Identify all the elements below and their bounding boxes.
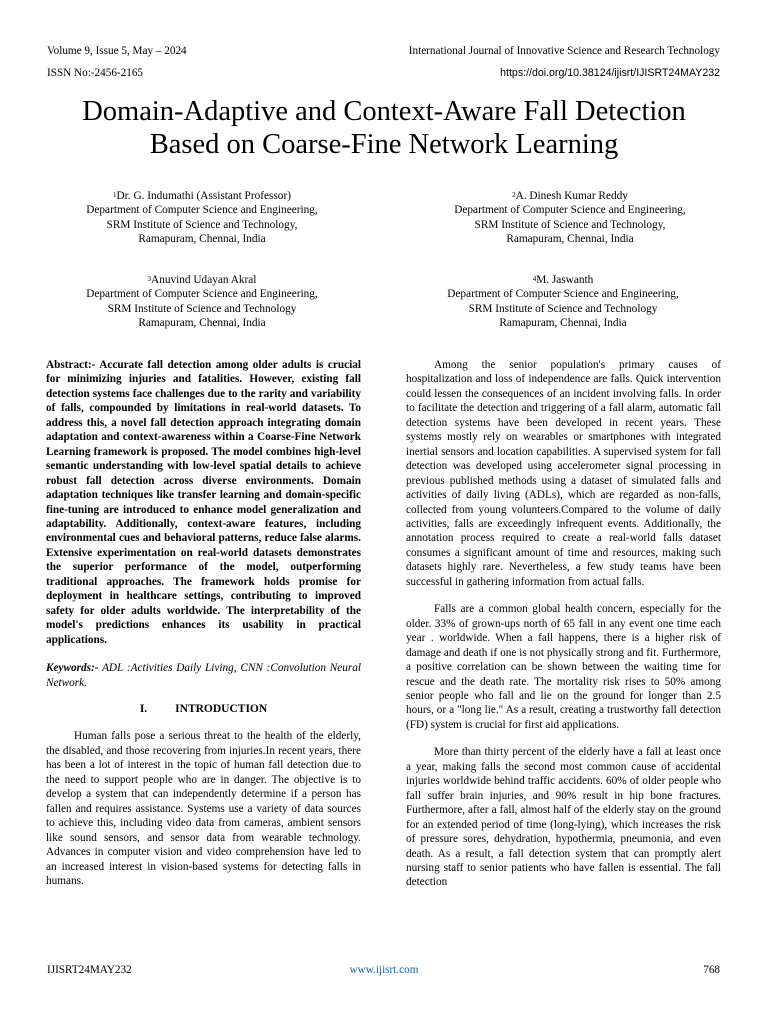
author-location: Ramapuram, Chennai, India <box>138 316 266 329</box>
keywords-label: Keywords:- <box>46 662 99 675</box>
journal-name: International Journal of Innovative Science and Research Technology <box>408 45 720 57</box>
author-location: Ramapuram, Chennai, India <box>506 232 634 245</box>
author-dept: Department of Computer Science and Engineering, <box>86 204 318 217</box>
author-name: M. Jaswanth <box>536 274 594 286</box>
author-location: Ramapuram, Chennai, India <box>499 316 627 329</box>
intro-paragraph-1: Human falls pose a serious threat to the health of the elderly, the disabled, and those recovering from injuries.In recent years, there has been a lot of interest in the topic of human fall detection due to the need to support people who are in danger. The objective is to develop a system that can independently determine if a person has fallen and requires assistance. Systems use a variety of data sources to achieve this, including video data from cameras, ambient sensors like sound sensors, and sensor data from wearable technology. Advances in computer vision and video comprehension have led to an increased interest in vision-based systems for detecting falls in humans. <box>46 730 361 887</box>
paper-title-line1: Domain-Adaptive and Context-Aware Fall Detection <box>82 96 686 127</box>
author-name: Dr. G. Indumathi (Assistant Professor) <box>116 190 291 202</box>
author-block-3 <box>52 273 352 330</box>
author-institution: SRM Institute of Science and Technology, <box>474 218 666 231</box>
author-sup: 2 <box>512 191 516 199</box>
author-institution: SRM Institute of Science and Technology <box>468 302 658 315</box>
author-name: A. Dinesh Kumar Reddy <box>515 190 628 202</box>
issn: ISSN No:-2456-2165 <box>47 67 144 79</box>
footer-website-link[interactable]: www.ijisrt.com <box>349 964 419 976</box>
section-heading-introduction <box>46 702 361 716</box>
section-title: INTRODUCTION <box>175 702 268 715</box>
author-sup: 4 <box>532 275 537 283</box>
volume-info: Volume 9, Issue 5, May – 2024 <box>47 45 187 57</box>
footer-paper-id: IJISRT24MAY232 <box>47 964 132 976</box>
section-number: I. <box>139 702 148 715</box>
paper-title-line2: Based on Coarse-Fine Network Learning <box>149 129 619 160</box>
author-dept: Department of Computer Science and Engineering, <box>447 288 679 301</box>
author-sup: 1 <box>113 191 117 199</box>
author-dept: Department of Computer Science and Engineering, <box>454 204 686 217</box>
paper-title <box>20 95 748 161</box>
abstract: Abstract:- Accurate fall detection among older adults is crucial for minimizing injuries and fatalities. However, existing fall detection systems face challenges due to the rarity and variability of falls, compounded by limitations in real-world datasets. To address this, a novel fall detection approach integrating domain adaptation and context-awareness within a Coarse-Fine Network Learning framework is proposed. The model combines high-level semantic understanding with low-level spatial details to achieve robust fall detection across diverse environments. Domain adaptation techniques like transfer learning and domain-specific fine-tuning are introduced to enhance model generalization and adaptability. Additionally, context-aware features, including environmental cues and behavioral patterns, reduce false alarms. Extensive experimentation on real-world datasets demonstrates the superior performance of the model, outperforming traditional approaches. The framework holds promise for deployment in healthcare settings, contributing to improved safety for older adults worldwide. The interpretability of the model's predictions enhances its usability in practical applications. <box>46 359 361 646</box>
keywords <box>46 661 361 690</box>
keywords-text: ADL :Activities Daily Living, CNN :Convolution Neural Network. <box>46 662 361 689</box>
author-location: Ramapuram, Chennai, India <box>138 232 266 245</box>
author-dept: Department of Computer Science and Engineering, <box>86 288 318 301</box>
author-block-4 <box>413 273 713 330</box>
right-paragraph-3: More than thirty percent of the elderly have a fall at least once a year, making falls the second most common cause of accidental injuries worldwide behind traffic accidents. 60% of older people who fall suffer brain injuries, and 90% result in hip bone fractures. Furthermore, after a fall, almost half of the elderly stay on the ground for an extended period of time (long-lying), which increases the risk of pressure sores, dehydration, hypothermia, pneumonia, and even death. As a result, a fall detection system that can promptly alert nursing staff to senior patients who have fallen is essential. The fall detection <box>406 746 721 889</box>
author-name: Anuvind Udayan Akral <box>151 274 257 286</box>
author-sup: 3 <box>147 275 152 283</box>
author-institution: SRM Institute of Science and Technology, <box>106 218 298 231</box>
left-column <box>46 358 361 888</box>
footer-page-number: 768 <box>703 964 720 976</box>
right-paragraph-1: Among the senior population's primary causes of hospitalization and loss of independence are falls. Quick intervention could lessen the consequences of an incident involving falls. In order to facilitate the detection and triggering of a fall alarm, automatic fall detection systems have been developed in recent years. These systems mostly rely on wearables or smartphones with integrated inertial sensors and location capabilities. A supervised system for fall detection was developed using accelerometer signal processing in previous published methods using a dataset of simulated falls and activities of daily living (ADLs), which are regarded as non-falls, collected from young volunteers.Compared to the volume of daily activities, falls are exceedingly infrequent events. Additionally, the annotation process required to create a real-world falls dataset consumes a significant amount of time and resources, making such datasets highly rare. Nevertheless, a few study teams have been successful in gathering information from actual falls. <box>406 359 721 588</box>
doi-link[interactable]: https://doi.org/10.38124/ijisrt/IJISRT24MAY232 <box>500 67 720 79</box>
right-column <box>406 358 721 890</box>
author-block-2 <box>420 189 720 246</box>
author-block-1 <box>52 189 352 246</box>
right-paragraph-2: Falls are a common global health concern, especially for the older. 33% of grown-ups north of 65 fall in any event one time each year . worldwide. When a fall happens, there is a higher risk of damage and death if one is not physically strong and fit. Furthermore, a positive correlation can be shown between the waiting time for rescue and the death rate. The mortality risk rises to 50% among senior people who fall and lie on the ground for longer than 2.5 hours, or a "long lie." As a result, creating a trustworthy fall detection (FD) system is crucial for first aid applications. <box>406 603 721 731</box>
author-institution: SRM Institute of Science and Technology <box>107 302 297 315</box>
